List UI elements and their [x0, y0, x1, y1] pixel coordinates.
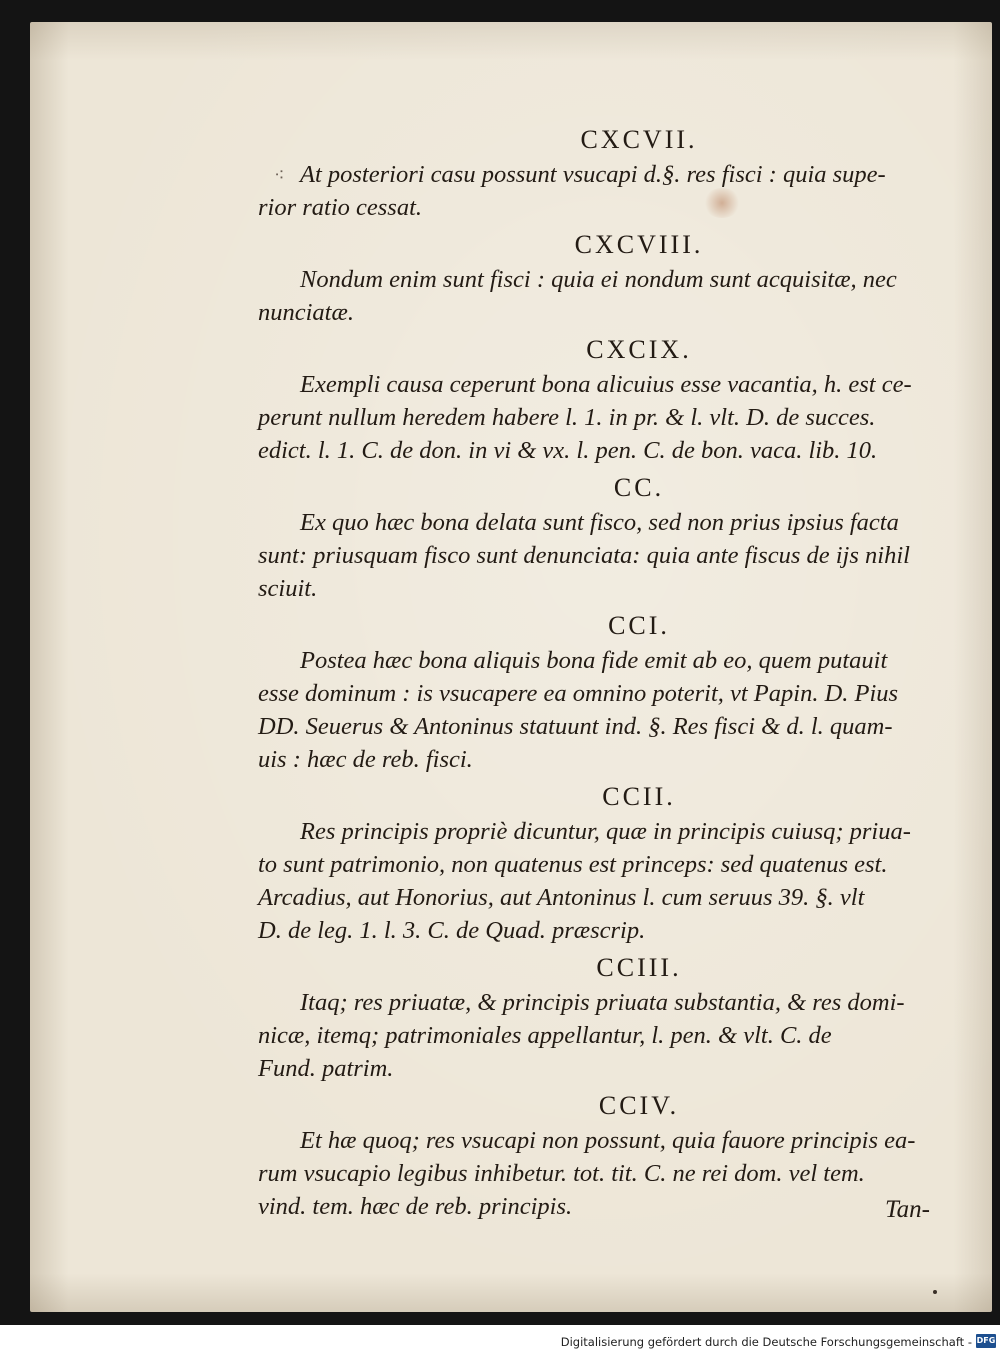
section-numeral: CCIV.: [598, 1091, 680, 1120]
paragraph-line: esse dominum : is vsucapere ea omnino poterit, vt Papin. D. Pius: [258, 680, 899, 707]
paragraph-line: to sunt patrimonio, non quatenus est princeps: sed quatenus est.: [258, 851, 888, 878]
text-block: [258, 122, 960, 1226]
section-paragraph: [258, 263, 960, 329]
ink-dot: [933, 1290, 937, 1294]
dfg-logo-icon: DFG: [976, 1334, 996, 1348]
paragraph-line: nicæ, itemq; patrimoniales appellantur, l. pen. & vlt. C. de: [258, 1022, 832, 1049]
paragraph-line: Fund. patrim.: [258, 1055, 394, 1082]
section-numeral: CCI.: [608, 611, 670, 640]
paragraph-line: Et hæ quoq; res vsucapi non possunt, quia fauore principis ea-: [300, 1127, 916, 1154]
section-paragraph: [258, 1124, 960, 1223]
paragraph-line: D. de leg. 1. l. 3. C. de Quad. præscrip.: [258, 917, 646, 944]
paragraph-line: edict. l. 1. C. de don. in vi & vx. l. pen. C. de bon. vaca. lib. 10.: [258, 437, 878, 464]
paragraph-line: nunciatæ.: [258, 299, 354, 326]
paragraph-line: perunt nullum heredem habere l. 1. in pr. & l. vlt. D. de succes.: [258, 404, 876, 431]
section-numeral: CC.: [613, 473, 665, 502]
section-paragraph: [258, 158, 960, 224]
book-page: [30, 22, 992, 1312]
section-paragraph: [258, 986, 960, 1085]
margin-mark-icon: ⁖: [274, 165, 285, 185]
section-numeral: CXCIX.: [586, 335, 692, 364]
section-paragraph: [258, 368, 960, 467]
paragraph-line: Itaq; res priuatæ, & principis priuata substantia, & res domi-: [300, 989, 905, 1016]
footer-credit: Digitalisierung gefördert durch die Deutsche Forschungsgemeinschaft -: [560, 1335, 972, 1349]
paragraph-line: sciuit.: [258, 575, 318, 602]
section-numeral: CCIII.: [596, 953, 682, 982]
paragraph-line: At posteriori casu possunt vsucapi d.§. res fisci : quia supe-: [300, 161, 886, 188]
paragraph-line: Nondum enim sunt fisci : quia ei nondum sunt acquisitæ, nec: [300, 266, 897, 293]
paragraph-line: uis : hæc de reb. fisci.: [258, 746, 473, 773]
section-numeral: CXCVIII.: [574, 230, 704, 259]
paragraph-line: Postea hæc bona aliquis bona fide emit ab eo, quem putauit: [300, 647, 888, 674]
section-paragraph: [258, 644, 960, 776]
digitization-footer: [0, 1325, 1000, 1357]
section-numeral: CXCVII.: [580, 125, 698, 154]
paragraph-line: Res principis propriè dicuntur, quæ in principis cuiusq; priua-: [300, 818, 911, 845]
section-paragraph: [258, 506, 960, 605]
section-numeral: CCII.: [602, 782, 676, 811]
paragraph-line: Arcadius, aut Honorius, aut Antoninus l. cum seruus 39. §. vlt: [258, 884, 865, 911]
paragraph-line: rum vsucapio legibus inhibetur. tot. tit. C. ne rei dom. vel tem.: [258, 1160, 865, 1187]
paragraph-line: Ex quo hæc bona delata sunt fisco, sed non prius ipsius facta: [300, 509, 899, 536]
paragraph-line: vind. tem. hæc de reb. principis.: [258, 1193, 573, 1220]
catchword: Tan-: [885, 1196, 930, 1223]
paragraph-line: Exempli causa ceperunt bona alicuius esse vacantia, h. est ce-: [300, 371, 912, 398]
paragraph-line: DD. Seuerus & Antoninus statuunt ind. §. Res fisci & d. l. quam-: [258, 713, 893, 740]
paragraph-line: sunt: priusquam fisco sunt denunciata: quia ante fiscus de ijs nihil: [258, 542, 910, 569]
section-paragraph: [258, 815, 960, 947]
paragraph-line: rior ratio cessat.: [258, 194, 423, 221]
